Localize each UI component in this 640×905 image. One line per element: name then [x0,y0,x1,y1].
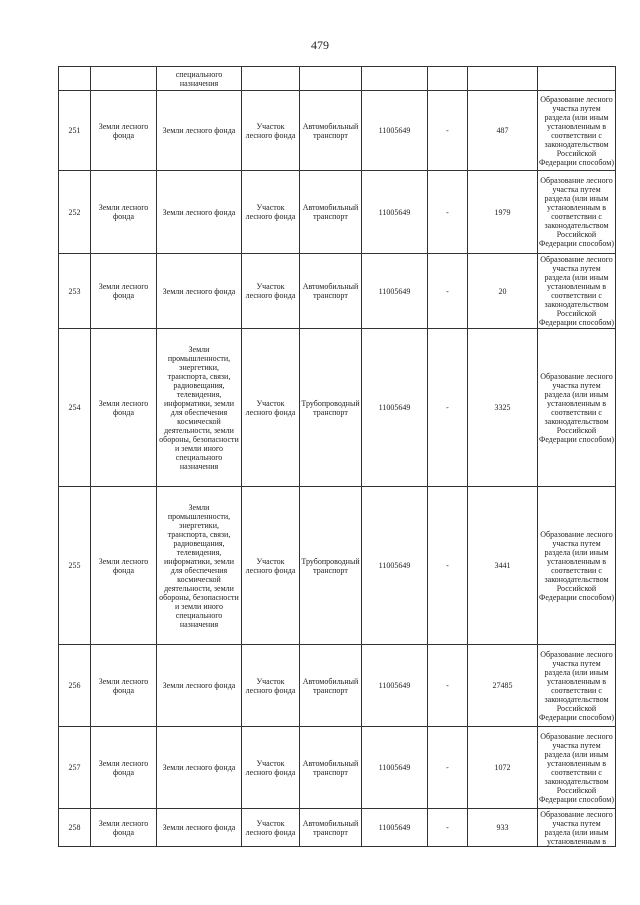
cell-land-purpose: Земли лесного фонда [157,91,242,171]
cell-code: 11005649 [362,91,428,171]
table-row [59,487,616,645]
cell-object: Участок лесного фонда [242,645,300,727]
cell-code [362,67,428,91]
cell-area: 27485 [468,645,538,727]
cell-num: 251 [59,91,91,171]
cell-area: 1072 [468,727,538,809]
cell-note: Образование лесного участка путем раздела (или иным установленным в соответствии с законодательством Российской Федерации способом) [538,91,616,171]
cell-dash: - [428,171,468,254]
cell-usage: Автомобильный транспорт [300,727,362,809]
cell-object: Участок лесного фонда [242,171,300,254]
cell-usage: Трубопроводный транспорт [300,329,362,487]
cell-code: 11005649 [362,171,428,254]
cell-land-purpose: Земли лесного фонда [157,809,242,847]
cell-code: 11005649 [362,329,428,487]
cell-area: 20 [468,254,538,329]
cell-note: Образование лесного участка путем раздела (или иным установленным в соответствии с законодательством Российской Федерации способом) [538,727,616,809]
cell-num [59,67,91,91]
cell-land-purpose: Земли лесного фонда [157,727,242,809]
cell-land-purpose: Земли промышленности, энергетики, транспорта, связи, радиовещания, телевидения, информатики, земли для обеспечения космической деятельности, земли обороны, безопасности и земли иного специального назначения [157,329,242,487]
cell-usage: Автомобильный транспорт [300,91,362,171]
cell-code: 11005649 [362,809,428,847]
cell-object: Участок лесного фонда [242,487,300,645]
cell-category: Земли лесного фонда [91,329,157,487]
cell-note [538,67,616,91]
cell-note: Образование лесного участка путем раздела (или иным установленным в соответствии с законодательством Российской Федерации способом) [539,255,615,327]
cell-category: Земли лесного фонда [91,727,157,809]
cell-category: Земли лесного фонда [91,809,157,847]
cell-land-purpose: Земли лесного фонда [157,645,242,727]
cell-usage: Автомобильный транспорт [300,645,362,727]
cell-note: Образование лесного участка путем раздела (или иным установленным в соответствии с законодательством Российской Федерации способом) [538,171,616,254]
cell-object [242,67,300,91]
cell-object: Участок лесного фонда [242,91,300,171]
cell-category: Земли лесного фонда [91,254,157,329]
table-row [59,329,616,487]
cell-object: Участок лесного фонда [242,254,300,329]
cell-usage: Автомобильный транспорт [300,171,362,254]
cell-area: 933 [468,809,538,847]
land-plots-table [58,66,616,847]
cell-note: Образование лесного участка путем раздела (или иным установленным в соответствии с законодательством Российской Федерации способом) [538,329,616,487]
cell-num: 252 [59,171,91,254]
cell-land-purpose: Земли лесного фонда [157,171,242,254]
cell-code: 11005649 [362,645,428,727]
cell-num: 253 [59,254,91,329]
cell-usage [300,67,362,91]
cell-area: 487 [468,91,538,171]
cell-usage: Автомобильный транспорт [300,809,362,847]
cell-dash: - [428,487,468,645]
cell-object: Участок лесного фонда [242,329,300,487]
table-row [59,809,616,847]
cell-dash [428,67,468,91]
cell-dash: - [428,329,468,487]
cell-land-purpose: Земли лесного фонда [157,254,242,329]
cell-land-purpose: Земли промышленности, энергетики, транспорта, связи, радиовещания, телевидения, информатики, земли для обеспечения космической деятельности, земли обороны, безопасности и земли иного специального назначения [157,487,242,645]
cell-dash: - [428,645,468,727]
cell-area: 1979 [468,171,538,254]
cell-category: Земли лесного фонда [91,645,157,727]
table-row-continuation [59,67,616,91]
cell-object: Участок лесного фонда [242,727,300,809]
cell-area [468,67,538,91]
cell-usage: Автомобильный транспорт [300,254,362,329]
cell-category: Земли лесного фонда [91,91,157,171]
cell-dash: - [428,809,468,847]
cell-dash: - [428,254,468,329]
cell-num: 254 [59,329,91,487]
table-row [59,645,616,727]
cell-category [91,67,157,91]
cell-dash: - [428,91,468,171]
cell-object: Участок лесного фонда [242,809,300,847]
cell-dash: - [428,727,468,809]
cell-note: Образование лесного участка путем раздела (или иным установленным в соответствии с законодательством Российской Федерации способом) [538,487,616,645]
cell-usage: Трубопроводный транспорт [300,487,362,645]
cell-code: 11005649 [362,487,428,645]
cell-num: 258 [59,809,91,847]
cell-category: Земли лесного фонда [91,487,157,645]
cell-code: 11005649 [362,254,428,329]
cell-note: Образование лесного участка путем раздела (или иным установленным в соответствии с законодательством Российской Федерации способом) [538,645,616,727]
table-row [59,254,616,329]
page-number: 479 [311,38,329,52]
cell-num: 255 [59,487,91,645]
cell-area: 3441 [468,487,538,645]
table-row [59,171,616,254]
cell-num: 256 [59,645,91,727]
cell-note: Образование лесного участка путем раздела (или иным установленным в [538,809,616,847]
cell-category: Земли лесного фонда [91,171,157,254]
table-row [59,727,616,809]
cell-land-purpose: специального назначения [157,67,242,91]
table-row [59,91,616,171]
cell-code: 11005649 [362,727,428,809]
cell-area: 3325 [468,329,538,487]
cell-num: 257 [59,727,91,809]
